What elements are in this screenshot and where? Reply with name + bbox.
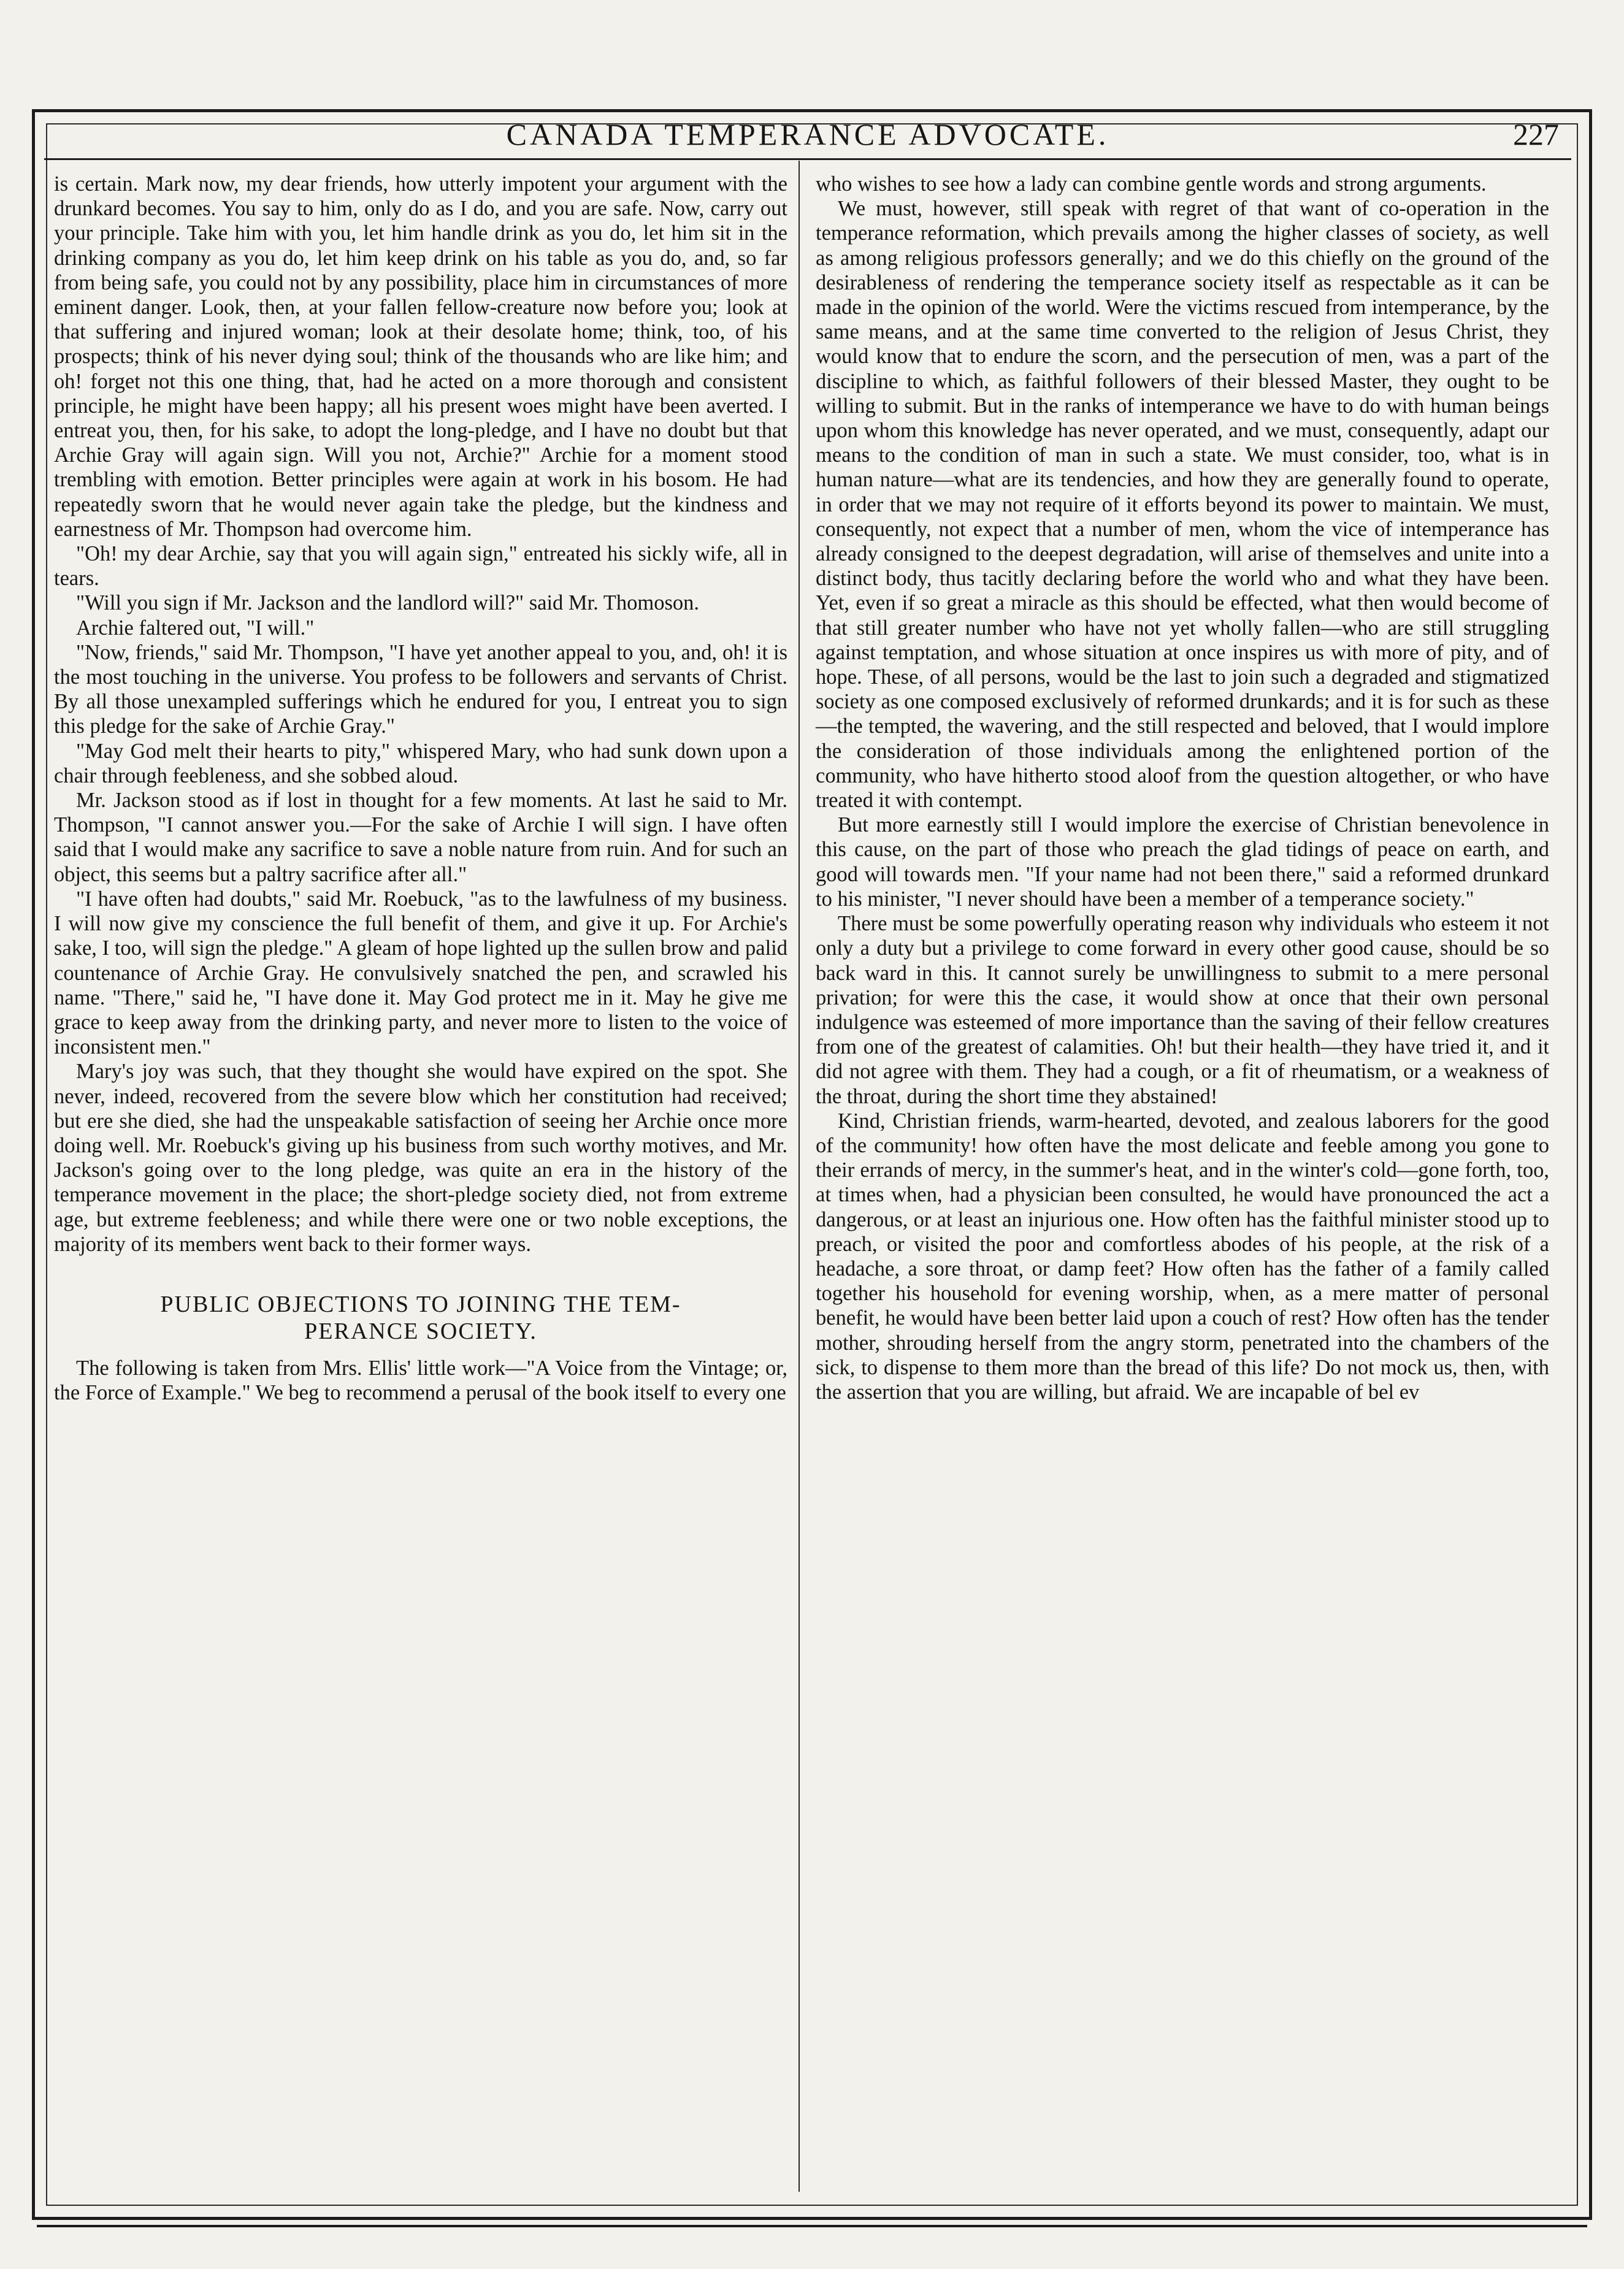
left-column xyxy=(54,172,787,1405)
section-heading xyxy=(54,1291,787,1345)
paragraph: "Oh! my dear Archie, say that you will again sign," entreated his sickly wife, all in tears. xyxy=(54,542,787,591)
paragraph: But more earnestly still I would implore the exercise of Christian benevolence in this cause, on the part of those who preach the glad tidings of peace on earth, and good will towards men. "If your name had not been there," said a reformed drunkard to his minister, "I never should have been a member of a temperance society." xyxy=(816,813,1549,911)
paragraph: Archie faltered out, "I will." xyxy=(76,616,315,640)
bottom-rule xyxy=(37,2225,1587,2227)
paragraph: "Will you sign if Mr. Jackson and the landlord will?" said Mr. Thomoson. xyxy=(76,591,700,615)
paragraph: "Now, friends," said Mr. Thompson, "I have yet another appeal to you, and, oh! it is the most touching in the universe. You profess to be followers and servants of Christ. By all those unexampled sufferings which he endured for you, I entreat you to sign this pledge for the sake of Archie Gray." xyxy=(54,640,787,738)
paragraph: We must, however, still speak with regret of that want of co-operation in the temperance reformation, which prevails among the higher classes of society, as well as among religious professors generally; and we do this chiefly on the ground of the desirableness of rendering the temperance society itself as respectable as it can be made in the opinion of the world. Were the victims rescued from intemperance, by the same means, and at the same time converted to the religion of Jesus Christ, they would know that to endure the scorn, and the persecution of men, was a part of the discipline to which, as faithful followers of their blessed Master, they ought to be willing to submit. But in the ranks of intemperance we have to do with human beings upon whom this knowledge has never operated, and we must, consequently, adapt our means to the condition of man in such a state. We must consider, too, what is in human nature—what are its tendencies, and how they are generally found to operate, in order that we may not require of it efforts beyond its power to maintain. We must, consequently, not expect that a number of men, whom the vice of intemperance has already consigned to the deepest degradation, will arise of themselves and unite into a distinct body, thus tacitly declaring before the world who and what they have been. Yet, even if so great a miracle as this should be effected, what then would become of that still greater number who have not yet wholly fallen—who are still struggling against temptation, and whose situation at once inspires us with more of pity, and of hope. These, of all persons, would be the last to join such a degraded and stigmatized society as one composed exclusively of reformed drunkards; and it is for such as these—the tempted, the wavering, and the still respected and beloved, that I would implore the consideration of those individuals among the enlightened portion of the community, who have hitherto stood aloof from the question altogether, or who have treated it with contempt. xyxy=(816,197,1549,813)
paragraph: "I have often had doubts," said Mr. Roebuck, "as to the lawfulness of my business. I will now give my conscience the full benefit of them, and give it up. For Archie's sake, I too, will sign the pledge." A gleam of hope lighted up the sullen brow and palid countenance of Archie Gray. He convulsively snatched the pen, and scrawled his name. "There," said he, "I have done it. May God protect me in it. May he give me grace to keep away from the drinking party, and never more to listen to the voice of inconsistent men." xyxy=(54,887,787,1059)
paragraph: There must be some powerfully operating reason why individuals who esteem it not only a duty but a privilege to come forward in every other good cause, should be so back ward in this. It cannot surely be unwillingness to submit to a mere personal privation; for were this the case, it would show at once that their own personal indulgence was esteemed of more importance than the saving of their fellow creatures from one of the greatest of calamities. Oh! but their health—they have tried it, and it did not agree with them. They had a cough, or a fit of rheumatism, or a weakness of the throat, during the short time they abstained! xyxy=(816,912,1549,1108)
paragraph: Mary's joy was such, that they thought she would have expired on the spot. She never, indeed, recovered from the severe blow which her constitution had received; but ere she died, she had the unspeakable satisfaction of seeing her Archie once more doing well. Mr. Roebuck's giving up his business from such worthy motives, and Mr. Jackson's going over to the long pledge, was quite an era in the history of the temperance movement in the place; the short-pledge society died, not from extreme age, but extreme feebleness; and while there were one or two noble exceptions, the majority of its members went back to their former ways. xyxy=(54,1060,787,1256)
paragraph: The following is taken from Mrs. Ellis' little work—"A Voice from the Vintage; or, the Force of Example." We beg to recommend a perusal of the book itself to every one xyxy=(54,1356,787,1405)
column-divider xyxy=(799,161,800,2192)
paragraph: Kind, Christian friends, warm-hearted, devoted, and zealous laborers for the good of the community! how often have the most delicate and feeble among you gone to their errands of mercy, in the summer's heat, and in the winter's cold—gone forth, too, at times when, had a physician been consulted, he would have pronounced the act a dangerous, or at least an injurious one. How often has the faithful minister stood up to preach, or visited the poor and comfortless abodes of his people, at the risk of a headache, a sore throat, or damp feet? How often has the father of a family called together his household for evening worship, when, as a mere matter of personal benefit, he would have been better laid upon a couch of rest? How often has the tender mother, shrouding herself from the angry storm, penetrated into the chambers of the sick, to dispense to them more than the bread of this life? Do not mock us, then, with the assertion that you are willing, but afraid. We are incapable of bel ev xyxy=(816,1109,1549,1404)
right-column xyxy=(816,172,1549,1404)
running-title: CANADA TEMPERANCE ADVOCATE. xyxy=(506,117,1109,151)
paragraph: who wishes to see how a lady can combine gentle words and strong arguments. xyxy=(816,172,1487,196)
section-heading-line: PUBLIC OBJECTIONS TO JOINING THE TEM- xyxy=(160,1291,681,1317)
paragraph: "May God melt their hearts to pity," whispered Mary, who had sunk down upon a chair through feebleness, and she sobbed aloud. xyxy=(54,739,787,787)
paragraph: Mr. Jackson stood as if lost in thought for a few moments. At last he said to Mr. Thompson, "I cannot answer you.—For the sake of Archie I will sign. I have often said that I would make any sacrifice to save a noble nature from ruin. And for such an object, this seems but a paltry sacrifice after all." xyxy=(54,789,787,886)
header-rule xyxy=(44,158,1571,160)
section-heading-line: PERANCE SOCIETY. xyxy=(304,1318,537,1344)
paragraph: is certain. Mark now, my dear friends, how utterly impotent your argument with the drunkard becomes. You say to him, only do as I do, and you are safe. Now, carry out your principle. Take him with you, let him handle drink as you do, let him sit in the drinking company as you do, let him keep drink on his table as you do, and, so far from being safe, you could not by any possibility, place him in circumstances of more eminent danger. Look, then, at your fallen fellow-creature now before you; look at that suffering and injured woman; look at their desolate home; think, too, of his prospects; think of his never dying soul; think of the thousands who are like him; and oh! forget not this one thing, that, had he acted on a more thorough and consistent principle, he might have been happy; all his present woes might have been averted. I entreat you, then, for his sake, to adopt the long-pledge, and I have no doubt but that Archie Gray will again sign. Will you not, Archie?" Archie for a moment stood trembling with emotion. Better principles were again at work in his bosom. He had repeatedly sworn that he would never again take the pledge, but the kindness and earnestness of Mr. Thompson had overcome him. xyxy=(54,172,787,541)
page-number: 227 xyxy=(1513,117,1559,151)
page-header xyxy=(44,117,1571,151)
